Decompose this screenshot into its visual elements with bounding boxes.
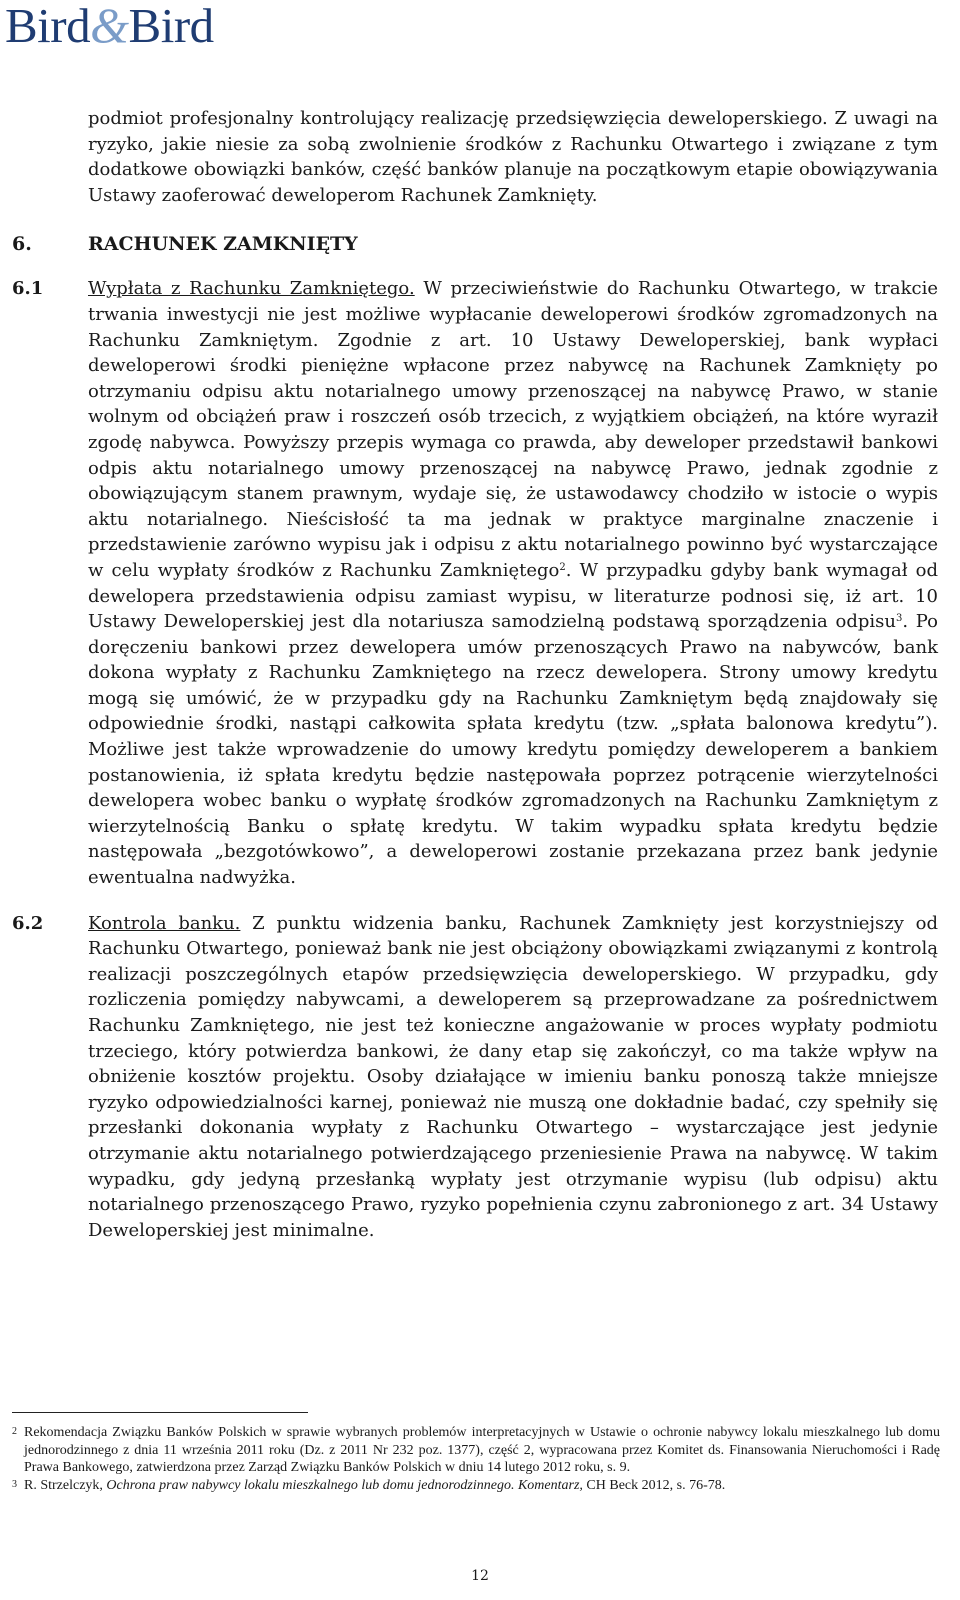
- subsection-text: . Po doręczeniu bankowi przez dewelopera umów przenoszących Prawo na nabywców, bank dokona wypłaty z Rachunku Zamkniętego na rzecz dewelopera. Strony umowy kredytu mogą się umówić, że w przypadku gdy na Rachunku Zamkniętym będą znajdowały się odpowiednie środki, nastąpi całkowita spłata kredytu (tzw. „spłata balonowa kredytu”). Możliwe jest także wprowadzenie do umowy kredytu pomiędzy deweloperem a bankiem postanowienia, iż spłata kredytu będzie następowała poprzez potrącenie wierzytelności dewelopera wobec banku o wypłatę środków zgromadzonych na Rachunku Zamkniętym z wierzytelnością Banku o spłatę kredytu. W takim wypadku spłata kredytu będzie następowała „bezgotówkowo”, a deweloperowi zostanie przekazana przez bank jedynie ewentualna nadwyżka.: [88, 611, 938, 889]
- document-body: [0, 106, 960, 1243]
- intro-paragraph: podmiot profesjonalny kontrolujący realizację przedsięwzięcia deweloperskiego. Z uwagi na ryzyko, jakie niesie za sobą zwolnienie środków z Rachunku Otwartego i związane z tym dodatkowe obowiązki banków, część banków planuje na początkowym etapie obowiązywania Ustawy zaoferować deweloperom Rachunek Zamknięty.: [88, 108, 938, 206]
- subsection-number: 6.1: [12, 278, 44, 300]
- subsection-body: [88, 276, 938, 890]
- footnote: [12, 1477, 940, 1495]
- footnote-number: 2: [12, 1426, 17, 1437]
- section-heading-number: 6.: [12, 233, 32, 256]
- section-heading-title: RACHUNEK ZAMKNIĘTY: [88, 233, 358, 256]
- footnote-text: Rekomendacja Związku Banków Polskich w sprawie wybranych problemów interpretacyjnych w Ustawie o ochronie nabywcy lokalu mieszkalnego lub domu jednorodzinnego z dnia 11 września 2011 roku (Dz. z 2011 Nr 232 poz. 1377), część 2, wypracowana przez Komitet ds. Finansowania Nieruchomości i Radę Prawa Bankowego, zatwierdzona przez Zarząd Związku Banków Polskich w dniu 14 lutego 2012 roku, s. 9.: [24, 1425, 940, 1475]
- subsection-title: Wypłata z Rachunku Zamkniętego.: [88, 278, 415, 300]
- bird-and-bird-logo: [5, 0, 214, 53]
- subsection-6-2: [0, 911, 960, 1244]
- footnotes: [12, 1424, 940, 1494]
- footnote-text: CH Beck 2012, s. 76-78.: [582, 1477, 726, 1493]
- page-number: 12: [471, 1568, 489, 1584]
- subsection-number: 6.2: [12, 912, 44, 934]
- footnote-book-title: Ochrona praw nabywcy lokalu mieszkalnego lub domu jednorodzinnego. Komentarz,: [106, 1477, 583, 1493]
- logo-text-second: Bird: [128, 0, 214, 53]
- footnote-number: 3: [12, 1478, 17, 1490]
- subsection-text: Z punktu widzenia banku, Rachunek Zamknięty jest korzystniejszy od Rachunku Otwartego, ponieważ bank nie jest obciążony obowiązkami związanymi z kontrolą realizacji poszczególnych etapów przedsięwzięcia deweloperskiego. W przypadku, gdy rozliczenia pomiędzy nabywcami, a deweloperem są przeprowadzane za pośrednictwem Rachunku Zamkniętego, nie jest też konieczne angażowanie w proces wypłaty podmiotu trzeciego, który potwierdza bankowi, że dany etap się zakończył, co ma także wpływ na obniżenie kosztów projektu. Osoby działające w imieniu banku ponoszą także mniejsze ryzyko odpowiedzialności karnej, ponieważ nie muszą one dokładnie badać, czy spełniły się przesłanki dokonania wypłaty z Rachunku Otwartego – wystarczające jest jedynie otrzymanie aktu notarialnego potwierdzającego przeniesienie Prawa na nabywcę. W takim wypadku, gdy jedyną przesłanką wypłaty jest otrzymanie wypisu (lub odpisu) aktu notarialnego przenoszącego Prawo, ryzyko popełnienia czynu zabronionego z art. 34 Ustawy Deweloperskiej jest minimalne.: [88, 912, 938, 1241]
- footnote-text: R. Strzelczyk,: [24, 1477, 107, 1493]
- subsection-6-1: [0, 276, 960, 890]
- subsection-text: . W przypadku gdyby bank wymagał od dewelopera przedstawienia odpisu zamiast wypisu, w literaturze podnosi się, iż art. 10 Ustawy Deweloperskiej jest dla notariusza samodzielną podstawą sporządzenia odpisu: [88, 559, 938, 633]
- logo-ampersand: &: [90, 0, 129, 53]
- logo-text-first: Bird: [5, 0, 91, 53]
- subsection-title: Kontrola banku.: [88, 912, 241, 934]
- subsection-text: W przeciwieństwie do Rachunku Otwartego, w trakcie trwania inwestycji nie jest możliwe wypłacanie deweloperowi środków zgromadzonych na Rachunku Zamkniętym. Zgodnie z art. 10 Ustawy Deweloperskiej, bank wypłaci deweloperowi środki pieniężne wpłacone przez nabywcę na Rachunek Zamknięty po otrzymaniu odpisu aktu notarialnego umowy przenoszącej na nabywcę Prawo, w stanie wolnym od obciążeń praw i roszczeń osób trzecich, z wyjątkiem obciążeń, na które wyraził zgodę nabywca. Powyższy przepis wymaga co prawda, aby deweloper przedstawił bankowi odpis aktu notarialnego umowy przenoszącej na nabywcę Prawo, jednak zgodnie z obowiązującym stanem prawnym, wydaje się, że ustawodawcy chodziło w istocie o wypis aktu notarialnego. Nieścisłość ta ma jednak w praktyce marginalne znaczenie i przedstawienie zarówno wypisu jak i odpisu z aktu notarialnego powinno być wystarczające w celu wypłaty środków z Rachunku Zamkniętego: [88, 278, 939, 581]
- footnote-reference: 3: [895, 613, 903, 625]
- footnote-separator: [12, 1412, 308, 1413]
- footnote-reference: 2: [559, 561, 566, 573]
- subsection-body: [88, 911, 938, 1244]
- section-heading: [0, 230, 960, 258]
- footnote: [12, 1424, 940, 1477]
